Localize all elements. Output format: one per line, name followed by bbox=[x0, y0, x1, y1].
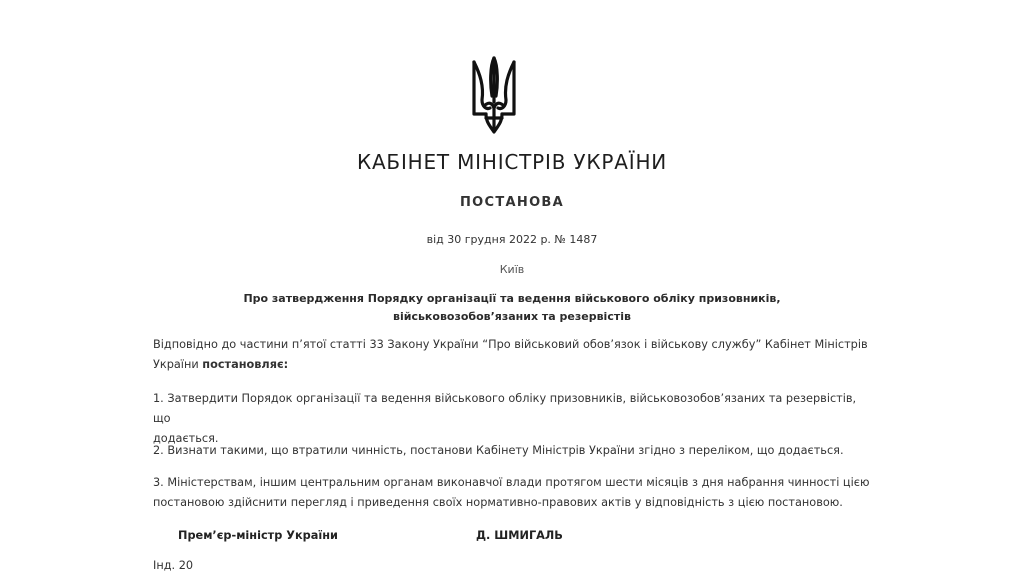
document-date-number: від 30 грудня 2022 р. № 1487 bbox=[426, 233, 598, 246]
preamble-line bbox=[153, 355, 873, 375]
document-title bbox=[0, 290, 1024, 326]
clause-line: 1. Затвердити Порядок організації та ведення військового обліку призовників, військовозобов’язаних та резервістів, що bbox=[153, 392, 857, 425]
clause-2 bbox=[153, 441, 873, 461]
title-line: Про затвердження Порядку організації та ведення військового обліку призовників, bbox=[243, 292, 781, 305]
document-type: ПОСТАНОВА bbox=[459, 195, 564, 210]
signatory-name: Д. ШМИГАЛЬ bbox=[476, 529, 563, 542]
preamble-line: Відповідно до частини п’ятої статті 33 Закону України “Про військовий обов’язок і військову службу” Кабінет Міністрів bbox=[153, 338, 868, 351]
preamble-paragraph bbox=[153, 335, 873, 375]
resolves-keyword: постановляє: bbox=[202, 358, 289, 371]
signatory-title: Прем’єр-міністр України bbox=[178, 529, 338, 542]
clause-line: 2. Визнати такими, що втратили чинність, постанови Кабінету Міністрів України згідно з переліком, що додається. bbox=[153, 444, 844, 457]
index-code: Інд. 20 bbox=[153, 559, 194, 572]
clause-3 bbox=[153, 473, 873, 513]
document-city: Київ bbox=[499, 263, 525, 276]
clause-line: додається. bbox=[153, 432, 219, 445]
agency-heading: КАБІНЕТ МІНІСТРІВ УКРАЇНИ bbox=[356, 150, 668, 174]
clause-1 bbox=[153, 389, 873, 449]
title-line: військовозобов’язаних та резервістів bbox=[393, 310, 631, 323]
ukraine-trident-icon bbox=[470, 56, 518, 136]
preamble-prefix: України bbox=[153, 358, 203, 371]
clause-line: 3. Міністерствам, іншим центральним органам виконавчої влади протягом шести місяців з дня набрання чинності цією bbox=[153, 476, 870, 489]
clause-line: постановою здійснити перегляд і приведення своїх нормативно-правових актів у відповідність з цією постановою. bbox=[153, 496, 843, 509]
